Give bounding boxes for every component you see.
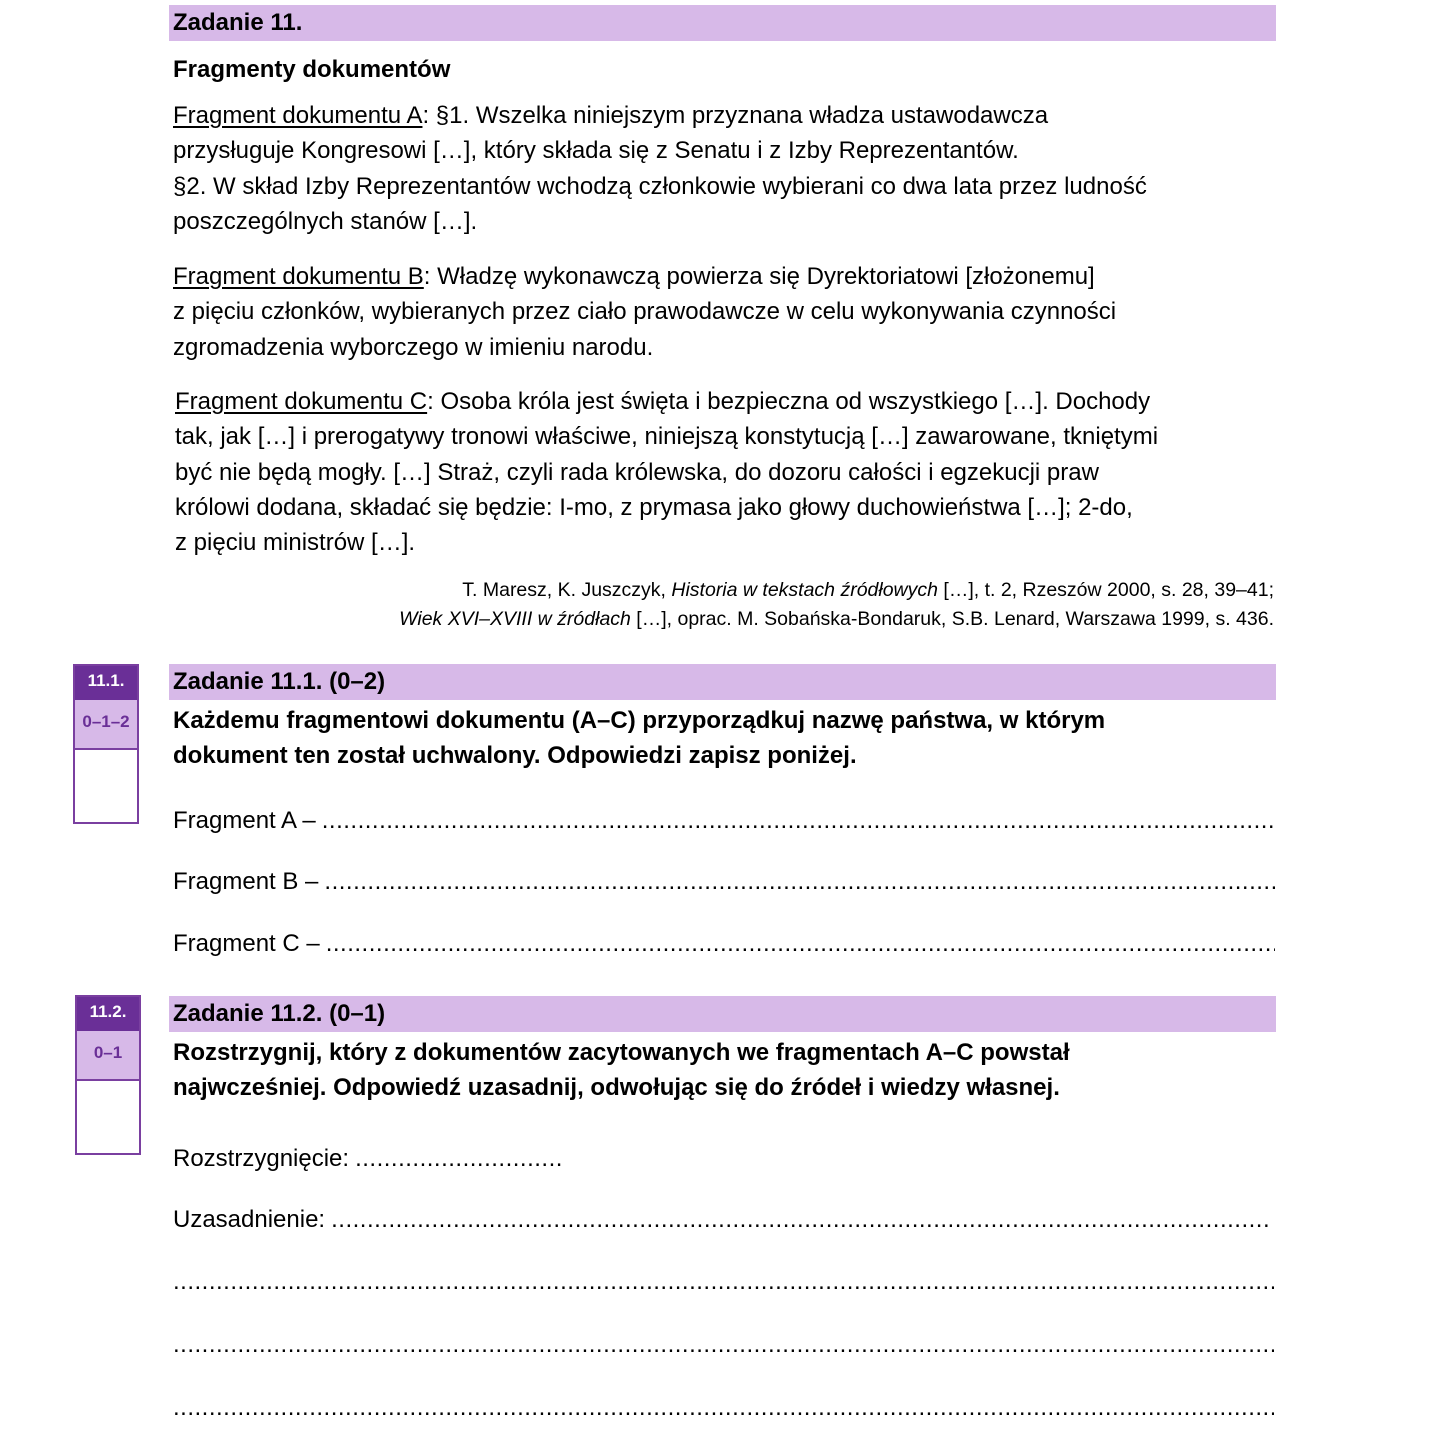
score-box-entry[interactable] bbox=[77, 1081, 139, 1153]
citation-title-1: Historia w tekstach źródłowych bbox=[671, 579, 938, 601]
justification-extra-line[interactable] bbox=[173, 1330, 1274, 1360]
fragment-b-line bbox=[173, 259, 1116, 294]
subtask-11-2-instruction bbox=[173, 1035, 1070, 1106]
fragment-a-line: poszczególnych stanów […]. bbox=[173, 207, 478, 235]
instruction-line: Rozstrzygnij, który z dokumentów zacytowanych we fragmentach A–C powstał bbox=[173, 1039, 1070, 1066]
fragment-c-line bbox=[175, 384, 1158, 419]
justification-field[interactable] bbox=[173, 1205, 1270, 1235]
fragment-a-line: przysługuje Kongresowi […], który składa się z Senatu i z Izby Reprezentantów. bbox=[173, 137, 1019, 165]
answer-fragment-b[interactable] bbox=[173, 867, 1275, 897]
citation-rest-1: […], t. 2, Rzeszów 2000, s. 28, 39–41; bbox=[937, 579, 1274, 601]
instruction-line: najwcześniej. Odpowiedź uzasadnij, odwołując się do źródeł i wiedzy własnej. bbox=[173, 1074, 1060, 1102]
citation-authors: T. Maresz, K. Juszczyk, bbox=[462, 579, 672, 601]
fragment-c-label: Fragment dokumentu C bbox=[175, 388, 428, 415]
fragment-c-line: królowi dodana, składać się będzie: I-mo, z prymasa jako głowy duchowieństwa […]; 2-do, bbox=[175, 493, 1133, 521]
citation-line-1 bbox=[399, 576, 1274, 605]
answer-line[interactable] bbox=[173, 1393, 1274, 1423]
answer-line[interactable] bbox=[326, 929, 1275, 959]
answer-line[interactable] bbox=[173, 1330, 1274, 1360]
instruction-line: dokument ten został uchwalony. Odpowiedzi zapisz poniżej. bbox=[173, 742, 857, 770]
fragment-b-line: zgromadzenia wyborczego w imieniu narodu. bbox=[173, 333, 654, 361]
answer-line[interactable] bbox=[322, 806, 1275, 836]
score-box-points: 0–1–2 bbox=[75, 700, 137, 750]
citation-title-2: Wiek XVI–XVIII w źródłach bbox=[399, 608, 631, 630]
subtask-11-1-header: Zadanie 11.1. (0–2) bbox=[169, 664, 1276, 700]
decision-line[interactable]: ............................. bbox=[355, 1145, 563, 1172]
fragment-a bbox=[173, 98, 1147, 239]
subtask-11-1-instruction bbox=[173, 703, 1105, 774]
justification-extra-line[interactable] bbox=[173, 1393, 1274, 1423]
justification-label: Uzasadnienie: bbox=[173, 1206, 326, 1233]
instruction-line: Każdemu fragmentowi dokumentu (A–C) przyporządkuj nazwę państwa, w którym bbox=[173, 707, 1106, 734]
score-box-11-1 bbox=[73, 664, 139, 824]
decision-field[interactable] bbox=[173, 1144, 1275, 1174]
answer-label: Fragment B – bbox=[173, 868, 319, 895]
score-box-number: 11.1. bbox=[75, 666, 137, 700]
answer-label: Fragment A – bbox=[173, 807, 316, 834]
answer-line[interactable] bbox=[173, 1267, 1274, 1297]
score-box-11-2 bbox=[75, 995, 141, 1155]
sources-title: Fragmenty dokumentów bbox=[173, 56, 451, 83]
fragment-c-line: tak, jak […] i prerogatywy tronowi właściwe, niniejszą konstytucją […] zawarowane, tkniętymi bbox=[175, 423, 1159, 451]
answer-label: Fragment C – bbox=[173, 930, 320, 957]
answer-line[interactable] bbox=[324, 867, 1275, 897]
justification-extra-line[interactable] bbox=[173, 1267, 1274, 1297]
justification-line[interactable] bbox=[331, 1205, 1270, 1235]
citation bbox=[399, 576, 1274, 634]
decision-label: Rozstrzygnięcie: bbox=[173, 1145, 350, 1172]
fragment-b bbox=[173, 259, 1116, 365]
fragment-c-line: być nie będą mogły. […] Straż, czyli rada królewska, do dozoru całości i egzekucji praw bbox=[175, 458, 1099, 486]
fragment-c bbox=[175, 384, 1158, 560]
score-box-points: 0–1 bbox=[77, 1031, 139, 1081]
answer-fragment-c[interactable] bbox=[173, 929, 1275, 959]
task-header: Zadanie 11. bbox=[169, 5, 1276, 41]
fragment-a-text: : §1. Wszelka niniejszym przyznana władza ustawodawcza bbox=[422, 102, 1049, 129]
fragment-a-line bbox=[173, 98, 1147, 133]
citation-line-2 bbox=[399, 605, 1274, 634]
citation-rest-2: […], oprac. M. Sobańska-Bondaruk, S.B. Lenard, Warszawa 1999, s. 436. bbox=[630, 608, 1274, 630]
answer-fragment-a[interactable] bbox=[173, 806, 1275, 836]
score-box-number: 11.2. bbox=[77, 997, 139, 1031]
fragment-a-line: §2. W skład Izby Reprezentantów wchodzą członkowie wybierani co dwa lata przez ludność bbox=[173, 172, 1147, 200]
score-box-entry[interactable] bbox=[75, 750, 137, 822]
fragment-c-line: z pięciu ministrów […]. bbox=[175, 529, 416, 557]
fragment-b-text: : Władzę wykonawczą powierza się Dyrektoriatowi [złożonemu] bbox=[423, 263, 1095, 290]
fragment-b-label: Fragment dokumentu B bbox=[173, 263, 424, 290]
fragment-a-label: Fragment dokumentu A bbox=[173, 102, 423, 129]
fragment-b-line: z pięciu członków, wybieranych przez ciało prawodawcze w celu wykonywania czynności bbox=[173, 298, 1117, 326]
fragment-c-text: : Osoba króla jest święta i bezpieczna od wszystkiego […]. Dochody bbox=[427, 388, 1151, 415]
subtask-11-2-header: Zadanie 11.2. (0–1) bbox=[169, 996, 1276, 1032]
